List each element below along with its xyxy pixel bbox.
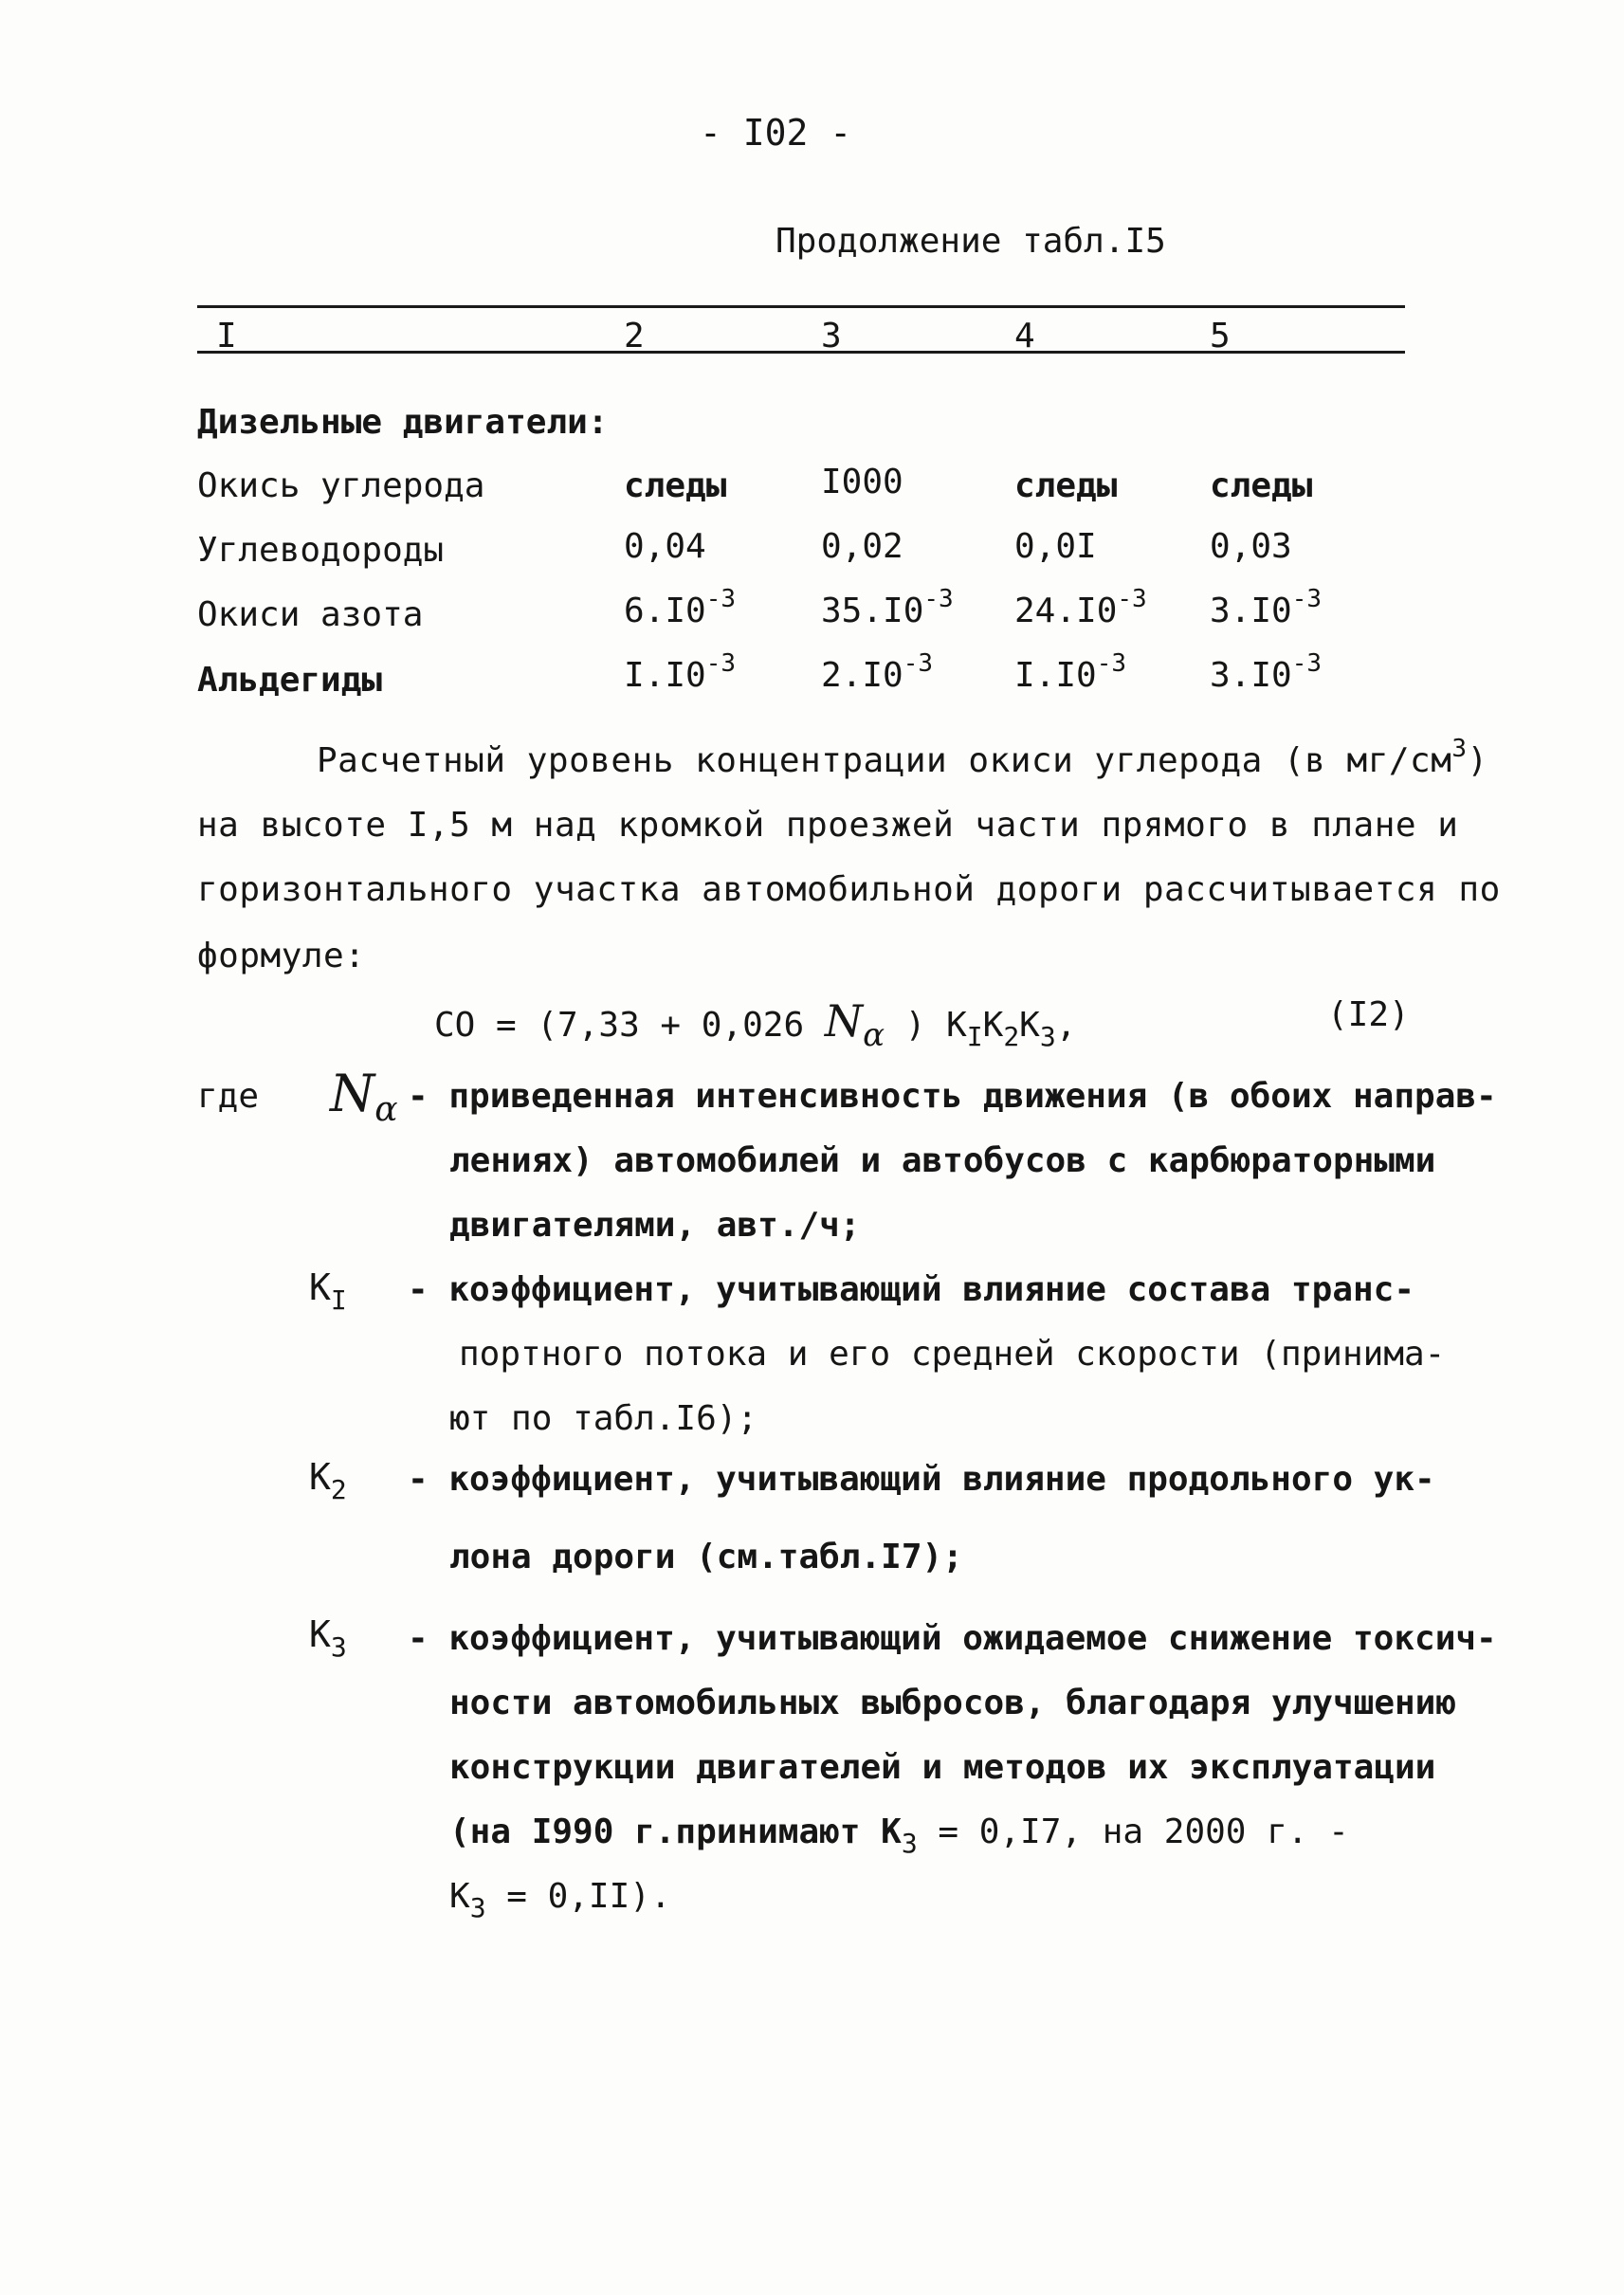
definition-line: двигателями, авт./ч; [449, 1206, 861, 1245]
table-caption: Продолжение табл.I5 [776, 222, 1166, 261]
definition-symbol: $K_2$ [309, 1456, 347, 1505]
cell: следы [1014, 466, 1118, 505]
cell: $6.I0^{-3}$ [624, 585, 737, 630]
cell: 0,0I [1014, 527, 1097, 566]
definition-line: конструкции двигателей и методов их эксплуатации [449, 1748, 1436, 1787]
definition-line: - коэффициент, учитывающий влияние состава транс- [408, 1270, 1415, 1309]
cell: I000 [821, 463, 903, 501]
table-top-rule [197, 305, 1405, 308]
formula: CO = (7,33 + 0,026 $N_\alpha$ ) $K_IK_2K_3$, [434, 995, 1077, 1054]
cell: $3.I0^{-3}$ [1210, 649, 1323, 695]
column-header-2: 2 [624, 317, 645, 355]
table-section-title: Дизельные двигатели: [197, 403, 609, 442]
cell: $I.I0^{-3}$ [624, 649, 737, 695]
definition-line: - приведенная интенсивность движения (в обоих направ- [408, 1077, 1497, 1116]
definition-symbol: $K_3$ [309, 1613, 347, 1663]
cell: следы [1210, 466, 1313, 505]
cell: 0,03 [1210, 527, 1292, 566]
definition-symbol: $K_I$ [309, 1266, 347, 1316]
column-header-1: I [216, 317, 237, 355]
definition-line: лона дороги (см.табл.I7); [449, 1538, 963, 1576]
cell: $3.I0^{-3}$ [1210, 585, 1323, 630]
where-label: где [197, 1077, 260, 1116]
paragraph-line: Расчетный уровень концентрации окиси углерода (в $мг/см^3$) [317, 735, 1488, 780]
definition-line: ности автомобильных выбросов, благодаря улучшению [449, 1684, 1457, 1722]
column-header-4: 4 [1014, 317, 1035, 355]
cell: $2.I0^{-3}$ [821, 649, 934, 695]
formula-number: (I2) [1327, 995, 1410, 1034]
column-header-3: 3 [821, 317, 842, 355]
cell: 0,02 [821, 527, 903, 566]
cell: следы [624, 466, 727, 505]
paragraph-line: горизонтального участка автомобильной дороги рассчитывается по [197, 870, 1501, 909]
row-name: Углеводороды [197, 531, 445, 570]
definition-symbol: $N_\alpha$ [330, 1064, 398, 1129]
paragraph-line: на высоте I,5 м над кромкой проезжей части прямого в плане и [197, 806, 1459, 845]
row-name: Альдегиды [197, 661, 383, 700]
cell: $35.I0^{-3}$ [821, 585, 954, 630]
cell: 0,04 [624, 527, 706, 566]
formula-right: ) K [904, 1006, 967, 1045]
definition-line: лениях) автомобилей и автобусов с карбюраторными [449, 1141, 1436, 1180]
paragraph-line: формуле: [197, 937, 366, 975]
formula-left: CO = (7,33 + 0,026 [434, 1006, 805, 1045]
definition-line: ют по табл.I6); [449, 1399, 758, 1438]
definition-line: $K_3 = 0,II$). [449, 1877, 671, 1923]
column-header-5: 5 [1210, 317, 1231, 355]
definition-line: - коэффициент, учитывающий влияние продольного ук- [408, 1460, 1435, 1499]
page-number: - I02 - [700, 112, 852, 154]
cell: $I.I0^{-3}$ [1014, 649, 1127, 695]
row-name: Окись углерода [197, 466, 485, 505]
definition-line: - коэффициент, учитывающий ожидаемое снижение токсич- [408, 1619, 1497, 1658]
row-name: Окиси азота [197, 595, 424, 634]
formula-na: N [824, 995, 864, 1047]
cell: $24.I0^{-3}$ [1014, 585, 1147, 630]
definition-line: портного потока и его средней скорости (принима- [459, 1335, 1446, 1374]
definition-line: (на I990 г.принимают $K_3 = 0,I7$, на 2000 г. - [449, 1812, 1349, 1859]
